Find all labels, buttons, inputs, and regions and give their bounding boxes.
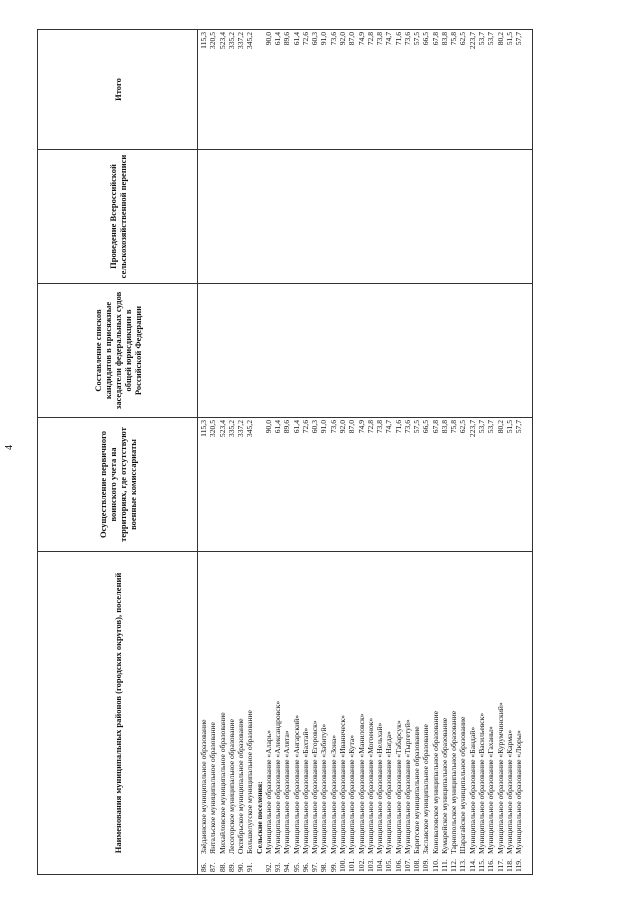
- row-number: 95.: [291, 862, 301, 872]
- table-row: [458, 554, 467, 872]
- names-column: [198, 552, 533, 875]
- military-registration-value: 74,7: [384, 420, 394, 434]
- row-name: Муниципальное образование «Аларь»: [263, 730, 273, 854]
- table-row: [255, 554, 264, 872]
- row-number: 114.: [467, 858, 477, 872]
- table-row: [496, 554, 505, 872]
- table-row: [236, 554, 245, 872]
- military-registration-value: 53,7: [486, 420, 496, 434]
- header-total: Итого: [38, 30, 198, 150]
- row-number: 98.: [319, 862, 329, 872]
- row-name: Муниципальное образование «Нагда»: [384, 731, 394, 854]
- row-name: Кумарейское муниципальное образование: [439, 717, 449, 854]
- total-value: 90,0: [263, 32, 273, 46]
- row-name: Коноваловское муниципальное образование: [430, 711, 440, 854]
- military-registration-value: 115,3: [199, 420, 208, 437]
- table-row: [310, 554, 319, 872]
- total-value: 51,5: [504, 32, 514, 46]
- row-number: 101.: [347, 858, 357, 872]
- total-value: 53,7: [476, 32, 486, 46]
- table-row: [319, 554, 328, 872]
- row-name: Муниципальное образование «Зона»: [328, 734, 338, 854]
- military-registration-value: 223,7: [467, 420, 477, 438]
- row-number: 87.: [208, 862, 218, 872]
- total-value: 73,8: [375, 32, 385, 46]
- row-name: Заславское муниципальное образование: [421, 724, 431, 854]
- military-registration-value: 73,6: [402, 420, 412, 434]
- total-value: 74,7: [384, 32, 394, 46]
- row-number: 97.: [310, 862, 320, 872]
- table-row: [208, 554, 217, 872]
- table-row: [477, 554, 486, 872]
- military-registration-value: 67,8: [430, 420, 440, 434]
- military-registration-value: 61,4: [273, 420, 283, 434]
- table-row: [514, 554, 523, 872]
- military-registration-value: 75,8: [449, 420, 459, 434]
- row-number: 108.: [412, 858, 422, 872]
- total-value: 75,8: [449, 32, 459, 46]
- agricultural-census-column: [198, 150, 533, 284]
- row-name: Муниципальное образование «Егоровск»: [310, 720, 320, 854]
- total-column: [198, 30, 533, 150]
- total-value: 72,6: [300, 32, 310, 46]
- row-number: 89.: [226, 862, 236, 872]
- total-value: [255, 32, 264, 147]
- row-number: 91.: [245, 862, 255, 872]
- table-row: [505, 554, 514, 872]
- military-registration-value: 53,7: [476, 420, 486, 434]
- row-name: Муниципальное образование «Алята»: [282, 730, 292, 854]
- allocation-table: [37, 29, 533, 875]
- total-value: 92,0: [337, 32, 347, 46]
- military-registration-value: 71,6: [393, 420, 403, 434]
- military-registration-value: 72,6: [300, 420, 310, 434]
- row-number: 111.: [439, 859, 449, 872]
- total-value: 67,8: [430, 32, 440, 46]
- row-number: 107.: [402, 858, 412, 872]
- military-registration-value: 61,4: [291, 420, 301, 434]
- military-registration-value: 73,6: [328, 420, 338, 434]
- total-value: 71,6: [393, 32, 403, 46]
- total-value: 53,7: [486, 32, 496, 46]
- header-agricultural-census: Проведение Всероссийской сельскохозяйственной переписи: [38, 150, 198, 284]
- table-row: [412, 554, 421, 872]
- header-military-registration: Осуществление первичного воинского учета на территориях, где отсутствуют военные комиссариаты: [38, 418, 198, 552]
- table-row: [403, 554, 412, 872]
- military-registration-value: 87,0: [347, 420, 357, 434]
- row-name: Муниципальное образование «Ангарский»: [291, 714, 301, 854]
- military-registration-value: 90,0: [263, 420, 273, 434]
- row-number: 105.: [384, 858, 394, 872]
- military-registration-value: 57,5: [412, 420, 422, 434]
- table-row: [366, 554, 375, 872]
- total-value: 115,3: [199, 32, 208, 49]
- row-number: 86.: [199, 862, 208, 872]
- total-value: 57,5: [412, 32, 422, 46]
- row-number: 115.: [476, 858, 486, 872]
- military-registration-value: 62,5: [458, 420, 468, 434]
- total-value: 73,6: [402, 32, 412, 46]
- military-registration-column: [198, 418, 533, 552]
- table-row: [468, 554, 477, 872]
- row-name: Муниципальное образование «Нельхай»: [375, 722, 385, 854]
- table-row: [264, 554, 273, 872]
- row-number: 100.: [337, 858, 347, 872]
- table-row: [384, 554, 393, 872]
- total-value: 91,0: [319, 32, 329, 46]
- row-name: Муниципальное образование «Маниловск»: [356, 713, 366, 854]
- total-value: 320,5: [208, 32, 218, 50]
- military-registration-value: 92,0: [337, 420, 347, 434]
- row-number: 93.: [273, 862, 283, 872]
- table-row: [218, 554, 227, 872]
- military-registration-value: 72,8: [365, 420, 375, 434]
- row-name: Муниципальное образование «Табарсук»: [393, 720, 403, 854]
- row-number: 99.: [328, 862, 338, 872]
- row-name: Сельские поселения:: [254, 781, 264, 854]
- row-name: Муниципальное образование «Бандай»: [467, 726, 477, 854]
- military-registration-value: 89,6: [282, 420, 292, 434]
- row-name: Муниципальное образование «Курумчинский»: [495, 702, 505, 854]
- total-value: 83,8: [439, 32, 449, 46]
- row-number: 116.: [486, 858, 496, 872]
- row-name: Михайловское муниципальное образование: [217, 712, 227, 854]
- row-number: 113.: [458, 858, 468, 872]
- row-name: Муниципальное образование «Карма»: [504, 729, 514, 854]
- row-number: 103.: [365, 858, 375, 872]
- military-registration-value: 320,5: [208, 420, 218, 438]
- military-registration-value: 73,8: [375, 420, 385, 434]
- row-number: 118.: [504, 858, 514, 872]
- table-row: [486, 554, 495, 872]
- table-row: [245, 554, 254, 872]
- row-number: 94.: [282, 862, 292, 872]
- row-number: 88.: [217, 862, 227, 872]
- military-registration-value: 66,5: [421, 420, 431, 434]
- table-row: [292, 554, 301, 872]
- table-row: [329, 554, 338, 872]
- total-value: 87,0: [347, 32, 357, 46]
- header-jurors-lists: Составление списков кандидатов в присяжные заседатели федеральных судов общей юрисдикции в Российской Федерации: [38, 284, 198, 418]
- total-value: 80,2: [495, 32, 505, 46]
- military-registration-value: 335,2: [226, 420, 236, 438]
- row-number: 109.: [421, 858, 431, 872]
- total-value: 74,9: [356, 32, 366, 46]
- table-row: [273, 554, 282, 872]
- military-registration-value: 57,7: [514, 420, 524, 434]
- row-name: Янтальское муниципальное образование: [208, 722, 218, 854]
- military-registration-value: 337,2: [236, 420, 246, 438]
- row-number: 110.: [430, 858, 440, 872]
- military-registration-value: 523,4: [217, 420, 227, 438]
- row-name: Октябрьское муниципальное образование: [236, 718, 246, 854]
- row-name: Муниципальное образование «Могоенок»: [365, 717, 375, 854]
- row-name: Муниципальное образование «Бахтай»: [300, 727, 310, 854]
- total-value: 345,2: [245, 32, 255, 50]
- header-name: Наименования муниципальных районов (городских округов), поселений: [38, 552, 198, 875]
- row-number: 119.: [514, 858, 524, 872]
- table-row: [431, 554, 440, 872]
- row-number: 104.: [375, 858, 385, 872]
- table-row: [282, 554, 291, 872]
- military-registration-value: 83,8: [439, 420, 449, 434]
- total-value: 57,7: [514, 32, 524, 46]
- row-number: 92.: [263, 862, 273, 872]
- table-row: [301, 554, 310, 872]
- table-row: [394, 554, 403, 872]
- row-name: Заёдаинское муниципальное образование: [199, 719, 208, 854]
- row-number: 112.: [449, 858, 459, 872]
- row-name: Муниципальное образование «Люры»: [514, 730, 524, 854]
- table-row: [338, 554, 347, 872]
- row-name: Шарагайское муниципальное образование: [458, 716, 468, 854]
- military-registration-value: [255, 420, 264, 549]
- row-number: 102.: [356, 858, 366, 872]
- table-row: [357, 554, 366, 872]
- row-name: Муниципальное образование «Забитуй»: [319, 723, 329, 854]
- total-value: 89,6: [282, 32, 292, 46]
- total-value: 66,5: [421, 32, 431, 46]
- row-name: Муниципальное образование «Гаханы»: [486, 726, 496, 854]
- jurors-lists-column: [198, 284, 533, 418]
- total-value: 523,4: [217, 32, 227, 50]
- table-row: [421, 554, 430, 872]
- row-name: Муниципальное образование «Александровск»: [273, 700, 283, 854]
- total-value: 223,7: [467, 32, 477, 50]
- total-value: 61,4: [291, 32, 301, 46]
- row-number: 90.: [236, 862, 246, 872]
- total-value: 335,2: [226, 32, 236, 50]
- total-value: 61,4: [273, 32, 283, 46]
- row-name: Муниципальное образование «Васильевск»: [476, 712, 486, 854]
- row-name: Тарнопольское муниципальное образование: [449, 710, 459, 854]
- row-number: 117.: [495, 858, 505, 872]
- table-row: [449, 554, 458, 872]
- military-registration-value: 91,0: [319, 420, 329, 434]
- total-value: 62,5: [458, 32, 468, 46]
- military-registration-value: 60,3: [310, 420, 320, 434]
- total-value: 337,2: [236, 32, 246, 50]
- row-name: Муниципальное образование «Кута»: [347, 734, 357, 854]
- total-value: 73,6: [328, 32, 338, 46]
- row-name: Большелугское муниципальное образование: [245, 710, 255, 854]
- row-name: Муниципальное образование «Иваническ»: [337, 715, 347, 854]
- row-name: Муниципальное образование «Тыргетуй»: [402, 719, 412, 854]
- military-registration-value: 74,9: [356, 420, 366, 434]
- military-registration-value: 51,5: [504, 420, 514, 434]
- table-row: [375, 554, 384, 872]
- row-name: Баритское муниципальное образование: [412, 726, 422, 854]
- row-number: 106.: [393, 858, 403, 872]
- table-row: [440, 554, 449, 872]
- table-row: [227, 554, 236, 872]
- total-value: 72,8: [365, 32, 375, 46]
- table-row: [199, 554, 208, 872]
- table-row: [347, 554, 356, 872]
- row-name: Лесогорское муниципальное образование: [226, 719, 236, 854]
- page-number: 4: [4, 445, 15, 450]
- military-registration-value: 80,2: [495, 420, 505, 434]
- row-number: 96.: [300, 862, 310, 872]
- military-registration-value: 345,2: [245, 420, 255, 438]
- total-value: 60,3: [310, 32, 320, 46]
